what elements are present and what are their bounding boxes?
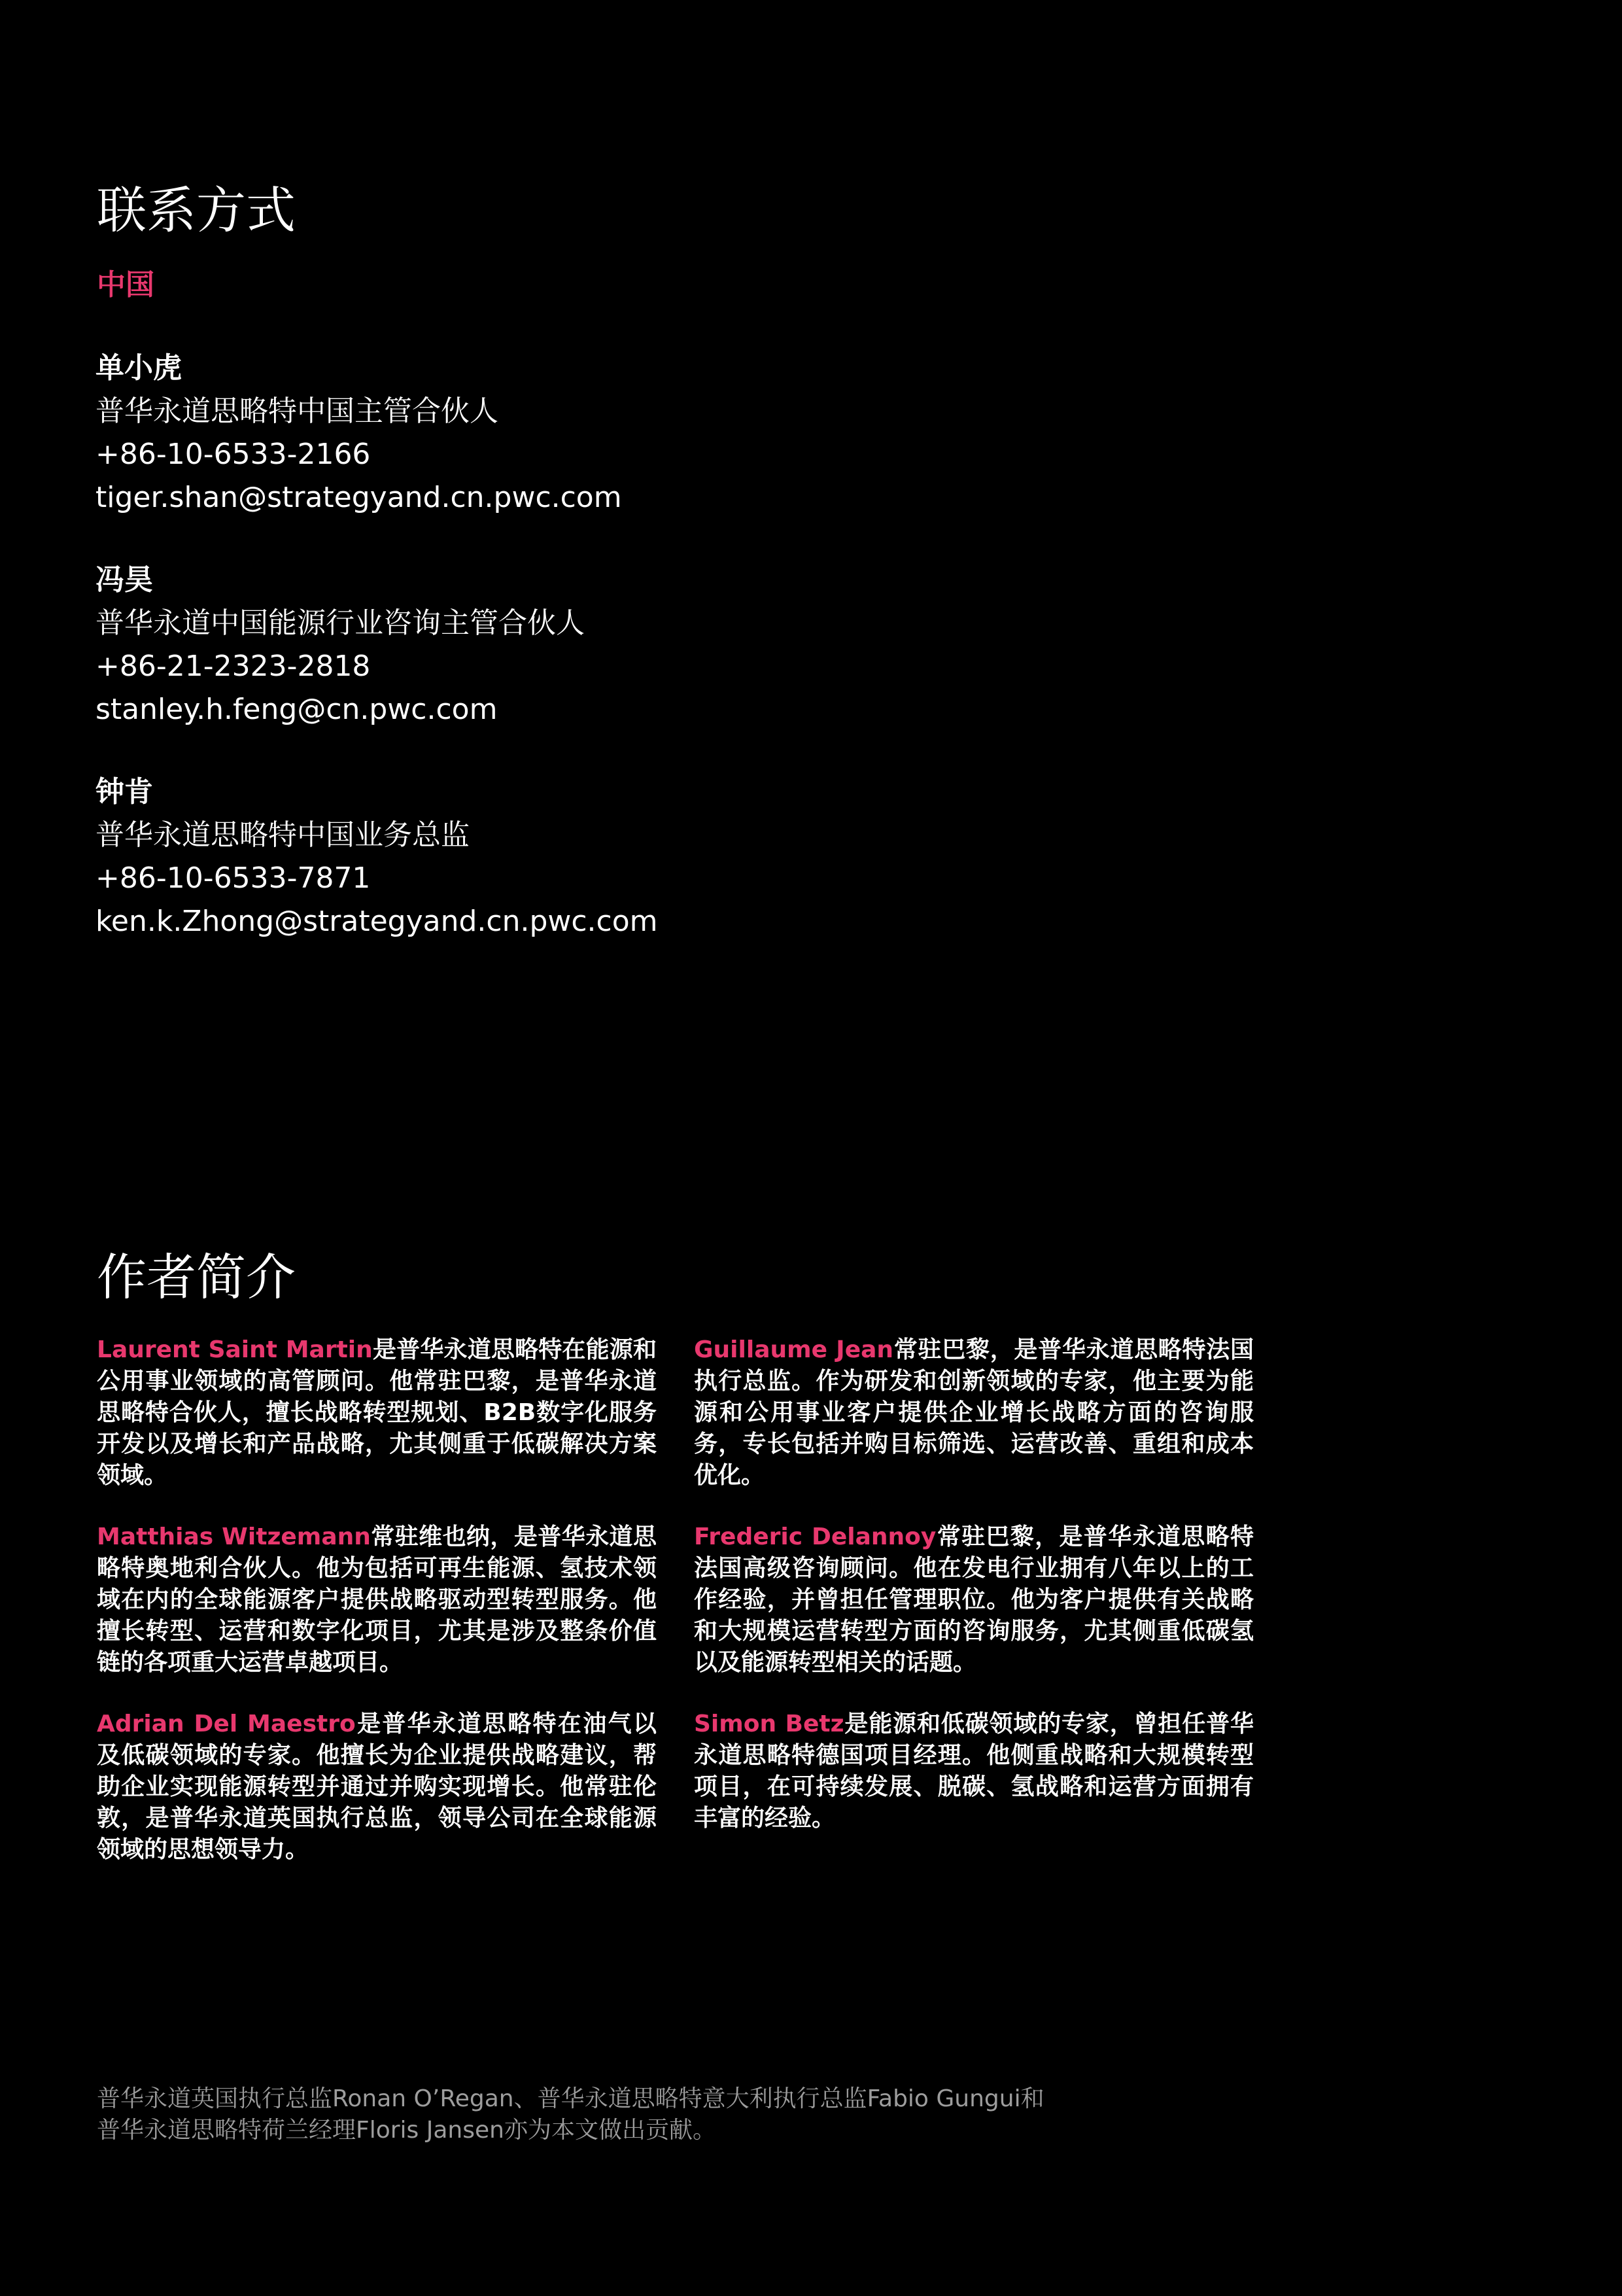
contact-phone: +86-21-2323-2818 [95, 650, 371, 683]
author-bio-text: 是普华永道思略特在能源和公用事业领域的高管顾问。他常驻巴黎，是普华永道思略特合伙人，擅长战略转型规划、B2B数字化服务开发以及增长和产品战略，尤其侧重于低碳解决方案领域。 [97, 1336, 657, 1489]
author-bio [97, 1709, 657, 1866]
bio-column-right [694, 1334, 1254, 1864]
author-bio [97, 1522, 657, 1679]
author-name: Matthias Witzemann [97, 1523, 371, 1550]
author-bio [694, 1334, 1254, 1491]
contributors-note [97, 2083, 1339, 2146]
author-name: Guillaume Jean [694, 1336, 894, 1363]
contact-card [95, 771, 815, 943]
contact-card [95, 347, 815, 519]
contact-role: 普华永道思略特中国主管合伙人 [95, 394, 498, 428]
contact-email: ken.k.Zhong@strategyand.cn.pwc.com [95, 905, 658, 938]
contributors-line: 普华永道英国执行总监Ronan O’Regan、普华永道思略特意大利执行总监Fabio Gungui和 [97, 2085, 1044, 2112]
author-bio [97, 1334, 657, 1491]
contact-email: stanley.h.feng@cn.pwc.com [95, 693, 498, 726]
contact-name: 钟肯 [95, 775, 153, 809]
contact-section-title: 联系方式 [97, 181, 296, 239]
author-name: Simon Betz [694, 1711, 844, 1737]
contact-email: tiger.shan@strategyand.cn.pwc.com [95, 481, 622, 514]
author-bio [694, 1522, 1254, 1679]
author-bio-text: 是能源和低碳领域的专家，曾担任普华永道思略特德国项目经理。他侧重战略和大规模转型项目，在可持续发展、脱碳、氢战略和运营方面拥有丰富的经验。 [694, 1711, 1254, 1832]
author-name: Adrian Del Maestro [97, 1711, 356, 1737]
author-name: Laurent Saint Martin [97, 1336, 373, 1363]
author-name: Frederic Delannoy [694, 1523, 937, 1550]
author-bio-text: 常驻巴黎，是普华永道思略特法国执行总监。作为研发和创新领域的专家，他主要为能源和公用事业客户提供企业增长战略方面的咨询服务，专长包括并购目标筛选、运营改善、重组和成本优化。 [694, 1336, 1254, 1489]
contact-name: 冯昊 [95, 563, 153, 597]
authors-section-title: 作者简介 [97, 1248, 296, 1306]
contact-phone: +86-10-6533-7871 [95, 861, 371, 895]
author-bio-text: 常驻维也纳，是普华永道思略特奥地利合伙人。他为包括可再生能源、氢技术领域在内的全球能源客户提供战略驱动型转型服务。他擅长转型、运营和数字化项目，尤其是涉及整条价值链的各项重大运营卓越项目。 [97, 1523, 657, 1676]
author-bio-text: 是普华永道思略特在油气以及低碳领域的专家。他擅长为企业提供战略建议，帮助企业实现能源转型并通过并购实现增长。他常驻伦敦，是普华永道英国执行总监，领导公司在全球能源领域的思想领导力。 [97, 1711, 657, 1863]
contact-role: 普华永道中国能源行业咨询主管合伙人 [95, 606, 585, 640]
author-bio [694, 1709, 1254, 1834]
contact-card [95, 559, 815, 731]
contact-role: 普华永道思略特中国业务总监 [95, 818, 470, 852]
bio-column-left [97, 1334, 657, 1896]
author-bio-text: 常驻巴黎，是普华永道思略特法国高级咨询顾问。他在发电行业拥有八年以上的工作经验，并曾担任管理职位。他为客户提供有关战略和大规模运营转型方面的咨询服务，尤其侧重低碳氢以及能源转型相关的话题。 [694, 1523, 1254, 1676]
contact-list [95, 347, 815, 983]
contact-phone: +86-10-6533-2166 [95, 438, 371, 471]
contact-name: 单小虎 [95, 351, 182, 385]
contributors-line: 普华永道思略特荷兰经理Floris Jansen亦为本文做出贡献。 [97, 2117, 716, 2144]
region-heading: 中国 [97, 268, 154, 302]
